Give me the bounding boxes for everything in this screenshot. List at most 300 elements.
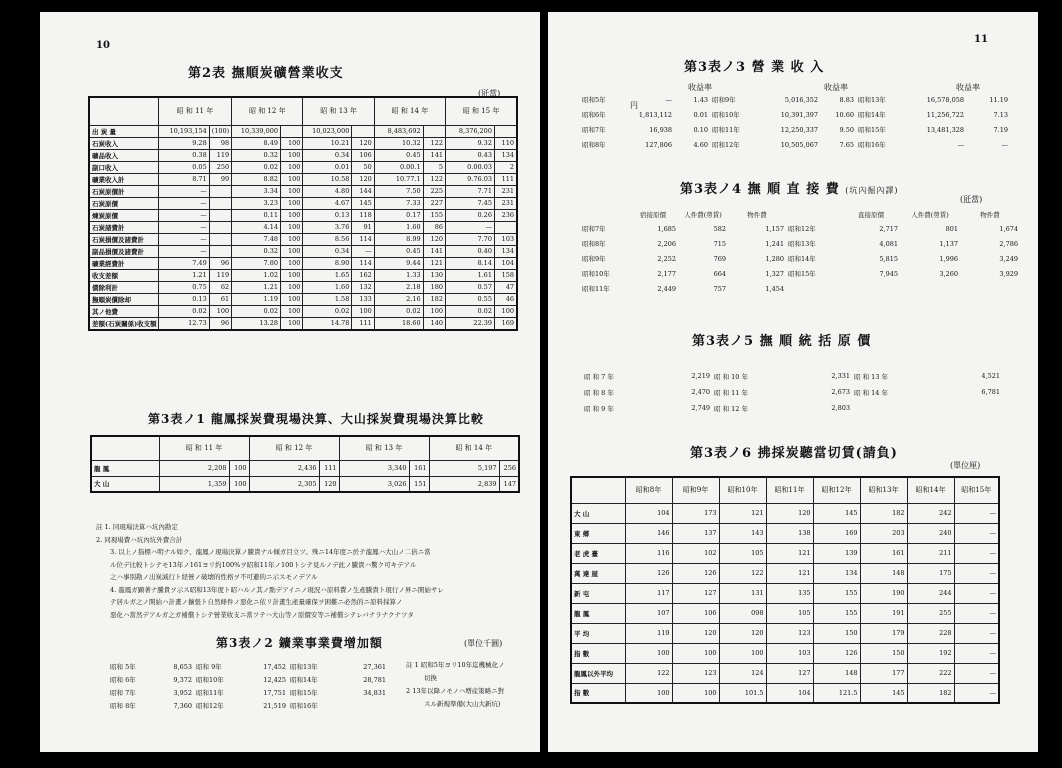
table-cell: 141 (423, 245, 445, 257)
row-label: 平 均 (571, 623, 625, 643)
table-cell: 8,483,692 (374, 125, 423, 137)
table-cell: 103 (766, 643, 813, 663)
table-cell: 582 (713, 224, 726, 233)
table-cell: 148 (860, 563, 907, 583)
table-cell: 1.43 (693, 95, 708, 104)
table-3-6-year-header: 昭和15年 (954, 477, 999, 503)
footnote-line: 之ハ事別勘ノ出炭減行ト経營ノ破壊的性格ヲ不可避的ニ示スモノデアル (110, 573, 318, 581)
table-cell: 148 (813, 663, 860, 683)
table-cell: 3,260 (939, 269, 958, 278)
row-label: 礦業收入計 (89, 173, 158, 185)
table-cell: 242 (907, 503, 954, 523)
table-cell: 昭和11年 (196, 689, 224, 697)
table-cell: 昭 和 7 年 (584, 372, 614, 381)
table-cell: 8.14 (446, 257, 495, 269)
table-cell: 0.45 (374, 245, 423, 257)
table-3-6-year-header: 昭和11年 (766, 477, 813, 503)
table-cell: — (954, 563, 999, 583)
table-row (91, 476, 519, 492)
table-cell: 255 (907, 603, 954, 623)
row-label: 龍 鳳 (91, 460, 159, 476)
table-cell (942, 400, 1002, 416)
table-2 (88, 96, 518, 331)
table-cell: 1,327 (765, 269, 784, 278)
table-cell: 0.13 (158, 293, 209, 305)
table-cell: — (954, 523, 999, 543)
table-3-3-head: 收益率 (688, 83, 712, 92)
table-cell: 96 (209, 317, 231, 330)
table-cell: 117 (625, 583, 672, 603)
table-cell: 256 (499, 460, 519, 476)
table-cell: 100 (281, 221, 303, 233)
table-cell: 126 (625, 563, 672, 583)
table-cell (494, 221, 517, 233)
table-cell: 100 (281, 137, 303, 149)
table-cell (209, 209, 231, 221)
row-label: 萬 達 屋 (571, 563, 625, 583)
table-cell: 昭和8年 (582, 141, 606, 149)
table-cell (580, 208, 628, 221)
table-cell: 22.39 (446, 317, 495, 330)
table-cell: 3,952 (173, 688, 192, 697)
table-cell: — (954, 583, 999, 603)
table-cell: 3,929 (999, 269, 1018, 278)
table-cell: 8.90 (303, 257, 352, 269)
table-cell: 162 (352, 269, 374, 281)
table-cell (842, 281, 900, 296)
table-cell: 145 (352, 197, 374, 209)
row-label: 老 虎 臺 (571, 543, 625, 563)
table-cell: 3,249 (999, 254, 1018, 263)
table-cell: 2,786 (999, 239, 1018, 248)
table-cell: — (158, 233, 209, 245)
table-cell: 21,519 (263, 701, 286, 710)
table-cell: — (954, 543, 999, 563)
table-cell: 5,197 (429, 460, 499, 476)
table-cell: 17,452 (263, 662, 286, 671)
table-cell: 昭和 6年 (110, 676, 136, 684)
table-cell: 7.19 (993, 125, 1008, 134)
table-cell: 158 (494, 269, 517, 281)
table-row (91, 460, 519, 476)
table-cell: 106 (672, 603, 719, 623)
table-cell: 昭 和 9 年 (584, 404, 614, 413)
table-cell: 121 (719, 503, 766, 523)
table-cell: 105 (719, 543, 766, 563)
table-row (89, 185, 517, 197)
table-cell: 昭和5年 (582, 96, 606, 104)
table-cell: 0.02 (374, 305, 423, 317)
table-cell: 2.16 (374, 293, 423, 305)
table-cell: 0.02 (232, 161, 281, 173)
table-cell: — (954, 503, 999, 523)
table-cell: 1,685 (657, 224, 676, 233)
table-cell: 昭和9年 (712, 96, 736, 104)
table-cell: 182 (907, 683, 954, 703)
table-row (580, 221, 1020, 236)
table-cell: 1.21 (158, 269, 209, 281)
table-cell: 211 (907, 543, 954, 563)
table-cell: 2,717 (879, 224, 898, 233)
table-cell: 0.05 (158, 161, 209, 173)
table-cell: 7.13 (993, 110, 1008, 119)
row-label: 東 郷 (571, 523, 625, 543)
table-cell: 昭和16年 (858, 141, 886, 149)
table-cell: — (954, 603, 999, 623)
table-2-corner (89, 97, 158, 125)
table-cell: 133 (352, 293, 374, 305)
table-cell: 0.55 (446, 293, 495, 305)
table-cell: 105 (766, 603, 813, 623)
table-cell: 179 (860, 623, 907, 643)
column-header: 直接原價 (858, 211, 884, 219)
table-cell: 146 (625, 523, 672, 543)
table-cell: 2,803 (831, 404, 850, 412)
table-row (571, 643, 999, 663)
table-cell: 0.57 (446, 281, 495, 293)
table-cell: 10.32 (374, 137, 423, 149)
table-cell: 16,578,058 (926, 95, 964, 104)
table-3-4-unit: (瓩當) (960, 195, 983, 204)
table-cell: — (158, 197, 209, 209)
table-row (571, 563, 999, 583)
table-cell: 1,137 (939, 239, 958, 248)
table-cell: 140 (423, 317, 445, 330)
table-cell: 231 (494, 197, 517, 209)
table-cell: 120 (352, 137, 374, 149)
table-cell: 169 (494, 317, 517, 330)
table-cell: 昭和12年 (196, 702, 224, 710)
table-cell (352, 125, 374, 137)
table-cell: 120 (766, 503, 813, 523)
footnote-line: 註 1. 同現場決算ハ坑內勘定 (96, 523, 178, 531)
table-cell: 1.02 (232, 269, 281, 281)
table-cell: 120 (672, 623, 719, 643)
row-label: 石炭原價計 (89, 185, 158, 197)
table-row (89, 173, 517, 185)
table-cell (900, 281, 960, 296)
row-label: 撫順炭償除却 (89, 293, 158, 305)
column-header: 人件費(勞賃) (684, 211, 722, 219)
page-number: 10 (96, 40, 110, 51)
table-cell: 3,026 (339, 476, 409, 492)
table-cell: 17,751 (263, 688, 286, 697)
table-cell: 111 (494, 173, 517, 185)
row-label: 出 炭 量 (89, 125, 158, 137)
table-2-title: 第2表 撫順炭礦營業收支 (188, 66, 344, 81)
table-cell: 7.49 (158, 257, 209, 269)
table-cell: 10.60 (835, 110, 854, 119)
table-cell: 100 (229, 476, 249, 492)
table-cell: 8.99 (374, 233, 423, 245)
table-cell: 1.33 (374, 269, 423, 281)
table-row (580, 281, 1020, 296)
table-cell: 134 (494, 245, 517, 257)
table-row (108, 699, 388, 712)
table-3-5-title: 第3表ノ5 撫 順 統 括 原 價 (692, 334, 872, 349)
table-cell: 0.01 (303, 161, 352, 173)
table-row (571, 543, 999, 563)
table-cell: 11.19 (989, 95, 1008, 104)
table-cell: 7,945 (879, 269, 898, 278)
table-cell: 2.18 (374, 281, 423, 293)
table-cell: 34,831 (363, 688, 386, 697)
table-3-3 (580, 92, 1010, 152)
table-row (571, 583, 999, 603)
table-3-4-title (680, 178, 899, 197)
table-cell: 昭 和 8 年 (584, 388, 614, 397)
table-cell: 1,359 (159, 476, 229, 492)
table-cell: 4,081 (879, 239, 898, 248)
table-cell: 0.40 (446, 245, 495, 257)
table-cell: 222 (907, 663, 954, 683)
table-cell: 0.43 (446, 149, 495, 161)
table-3-6-year-header: 昭和8年 (625, 477, 672, 503)
table-row (582, 368, 1002, 384)
table-cell: 151 (409, 476, 429, 492)
column-header: 物件費 (747, 211, 767, 219)
table-cell: 昭和11年 (582, 285, 610, 293)
table-cell: 1,454 (765, 284, 784, 293)
table-cell: 122 (719, 563, 766, 583)
table-cell: 134 (494, 149, 517, 161)
table-cell: 126 (672, 563, 719, 583)
table-cell: 8,376,200 (446, 125, 495, 137)
column-header: 人件費(勞賃) (911, 211, 949, 219)
table-cell: 8.71 (158, 173, 209, 185)
table-row (571, 663, 999, 683)
table-cell: 4.60 (693, 140, 708, 149)
table-cell: 1,996 (939, 254, 958, 263)
table-cell: 昭和7年 (582, 126, 606, 134)
table-cell: 4.14 (232, 221, 281, 233)
table-cell: 昭 和 10 年 (714, 372, 748, 381)
table-row (580, 137, 1010, 152)
table-row (89, 197, 517, 209)
table-cell: 昭和10年 (712, 111, 740, 119)
table-3-1-year-header: 昭 和 12 年 (249, 436, 339, 460)
table-cell: 3.34 (232, 185, 281, 197)
table-cell: 86 (423, 221, 445, 233)
table-cell: 9.28 (158, 137, 209, 149)
table-cell: 0.75 (158, 281, 209, 293)
table-3-2-title: 第3表ノ2 鑛業事業費增加額 (216, 636, 383, 650)
table-cell: — (1001, 140, 1008, 149)
yen-mark: 円 (630, 101, 638, 110)
table-3-1-year-header: 昭 和 11 年 (159, 436, 249, 460)
table-cell: 昭和13年 (788, 240, 816, 248)
table-cell: 228 (907, 623, 954, 643)
table-cell: 昭和14年 (290, 676, 318, 684)
table-3-6 (570, 476, 1000, 704)
header-row (580, 208, 1020, 221)
table-cell: 18.60 (374, 317, 423, 330)
table-cell: 0.00.1 (374, 161, 423, 173)
table-3-2-unit: (單位千圓) (464, 639, 503, 648)
table-cell: 138 (766, 523, 813, 543)
table-3-1-year-header: 昭 和 14 年 (429, 436, 519, 460)
table-cell: 134 (813, 563, 860, 583)
table-3-4 (580, 208, 1020, 296)
table-cell (786, 208, 842, 221)
table-cell: 5,016,352 (784, 95, 818, 104)
table-cell: 13,481,328 (926, 125, 964, 134)
table-cell: 127,806 (645, 140, 672, 149)
table-cell: 155 (813, 583, 860, 603)
footnote-line: 3. 以上ノ指標ハ明ナル如ク、龍鳳ノ現場決算ノ騰貴ナル傾ガ目立ツ。殊ニ14年度ニ於テ龍鳳ハ大山ノ二倍ニ當 (110, 548, 431, 556)
table-cell (209, 185, 231, 197)
table-cell: 46 (494, 293, 517, 305)
table-cell: 7.65 (839, 140, 854, 149)
table-cell: 10,391,397 (780, 110, 818, 119)
table-cell: 昭 和 14 年 (854, 388, 888, 397)
table-cell: 8.83 (839, 95, 854, 104)
table-cell: 177 (860, 663, 907, 683)
table-cell: 0.38 (158, 149, 209, 161)
table-cell: 昭和8年 (582, 240, 606, 248)
table-cell: 104 (494, 257, 517, 269)
table-cell: 1,157 (765, 224, 784, 233)
table-3-1-year-header: 昭 和 13 年 (339, 436, 429, 460)
table-2-year-header: 昭 和 12 年 (232, 97, 303, 125)
table-cell: 昭和 8年 (110, 702, 136, 710)
table-3-1-title: 第3表ノ1 龍鳳採炭費現場決算、大山採炭費現場決算比較 (148, 412, 484, 426)
table-cell: 0.34 (303, 245, 352, 257)
table-cell: 100 (281, 161, 303, 173)
table-cell: 0.45 (374, 149, 423, 161)
table-cell: — (957, 140, 964, 149)
table-row (582, 384, 1002, 400)
table-cell (340, 699, 388, 712)
table-cell: 8.49 (232, 137, 281, 149)
table-cell: 1.61 (446, 269, 495, 281)
table-cell: 昭和13年 (290, 663, 318, 671)
table-cell: 47 (494, 281, 517, 293)
table-cell: 3.23 (232, 197, 281, 209)
table-cell: 190 (860, 583, 907, 603)
table-cell: — (158, 221, 209, 233)
table-cell: — (954, 623, 999, 643)
table-cell: 7.45 (446, 197, 495, 209)
table-row (580, 92, 1010, 107)
table-cell: 10.58 (303, 173, 352, 185)
table-row (89, 149, 517, 161)
table-cell: 801 (945, 224, 958, 233)
note-line: スル新規準備(大山大新坑) (424, 700, 501, 708)
table-cell: 98 (209, 137, 231, 149)
table-cell: 173 (672, 503, 719, 523)
table-cell: 147 (499, 476, 519, 492)
table-cell: — (352, 245, 374, 257)
table-cell: 9.32 (446, 137, 495, 149)
table-cell: 182 (860, 503, 907, 523)
table-cell: 250 (209, 161, 231, 173)
table-row (580, 266, 1020, 281)
table-cell: 61 (209, 293, 231, 305)
table-3-6-year-header: 昭和13年 (860, 477, 907, 503)
table-cell: 91 (352, 221, 374, 233)
table-cell: 098 (719, 603, 766, 623)
table-cell: 1,674 (999, 224, 1018, 233)
table-row (89, 269, 517, 281)
table-cell: 120 (423, 233, 445, 245)
footnote-line: テ居ルガ之ノ開始ハ計畫ノ擴張ト自然條件ノ惡化ニ依リ計畫生產量確保ヲ困難ニ必然的ニ原料採算ノ (110, 598, 403, 606)
table-3-6-year-header: 昭和12年 (813, 477, 860, 503)
column-header: 物件費 (980, 211, 1000, 219)
table-row (89, 305, 517, 317)
table-cell: 100 (494, 305, 517, 317)
table-cell: 104 (766, 683, 813, 703)
table-cell: 99 (209, 173, 231, 185)
table-cell: 118 (352, 209, 374, 221)
table-cell: 昭和 7年 (110, 689, 136, 697)
table-3-1-corner (91, 436, 159, 460)
header-row (571, 477, 999, 503)
table-cell: 101.5 (719, 683, 766, 703)
table-cell: 8.82 (232, 173, 281, 185)
table-cell: 昭 和 11 年 (714, 388, 748, 397)
table-2-year-header: 昭 和 14 年 (374, 97, 445, 125)
table-cell: 114 (352, 233, 374, 245)
table-cell: 100 (281, 173, 303, 185)
table-cell: 139 (813, 543, 860, 563)
table-cell: 127 (766, 663, 813, 683)
table-row (108, 673, 388, 686)
table-cell: 2,305 (249, 476, 319, 492)
row-label: 龍鳳以外平均 (571, 663, 625, 683)
table-cell (209, 197, 231, 209)
table-cell: 145 (813, 503, 860, 523)
table-cell: 135 (766, 583, 813, 603)
table-cell: 769 (713, 254, 726, 263)
table-cell: 9.76.03 (446, 173, 495, 185)
table-cell: 240 (907, 523, 954, 543)
table-cell (786, 281, 842, 296)
table-cell: 100 (281, 233, 303, 245)
table-cell (852, 400, 942, 416)
row-label: 其ノ他費 (89, 305, 158, 317)
table-cell: 192 (907, 643, 954, 663)
table-cell: 155 (423, 209, 445, 221)
table-cell: 121 (766, 543, 813, 563)
table-cell: 231 (494, 185, 517, 197)
table-cell: 0.00.03 (446, 161, 495, 173)
table-cell: 11,256,722 (926, 110, 964, 119)
table-3-2 (108, 660, 388, 712)
table-cell: 昭和12年 (712, 141, 740, 149)
table-3-4-title-text: 第3表ノ4 撫 順 直 接 費 (680, 182, 840, 197)
row-label: 煉炭原價 (89, 209, 158, 221)
row-label: 龍 鳳 (571, 603, 625, 623)
table-cell: 100 (625, 683, 672, 703)
footnote-line: 4. 龍鳳ガ顕著ナ騰貴ヲ示ス昭和13年度ト昭ハルノ其ノ點デアイニノ現況ハ原料費ノ生產騰貴ト現行ノ昇ニ開始サレ (110, 585, 444, 594)
table-cell: 121 (423, 257, 445, 269)
table-cell: 昭和 5年 (110, 663, 136, 671)
table-cell: 7,360 (173, 701, 192, 710)
row-label: 石炭損價及諸費計 (89, 233, 158, 245)
row-label: 副口收入 (89, 161, 158, 173)
table-cell: 122 (625, 663, 672, 683)
table-row (571, 683, 999, 703)
table-cell: 昭和7年 (582, 225, 606, 233)
table-cell: 100 (281, 209, 303, 221)
table-cell: 96 (209, 257, 231, 269)
table-cell: — (158, 245, 209, 257)
table-cell: 2,208 (159, 460, 229, 476)
table-2-year-header: 昭 和 15 年 (446, 97, 517, 125)
table-cell: 2,219 (691, 372, 710, 380)
row-label: 指 數 (571, 683, 625, 703)
